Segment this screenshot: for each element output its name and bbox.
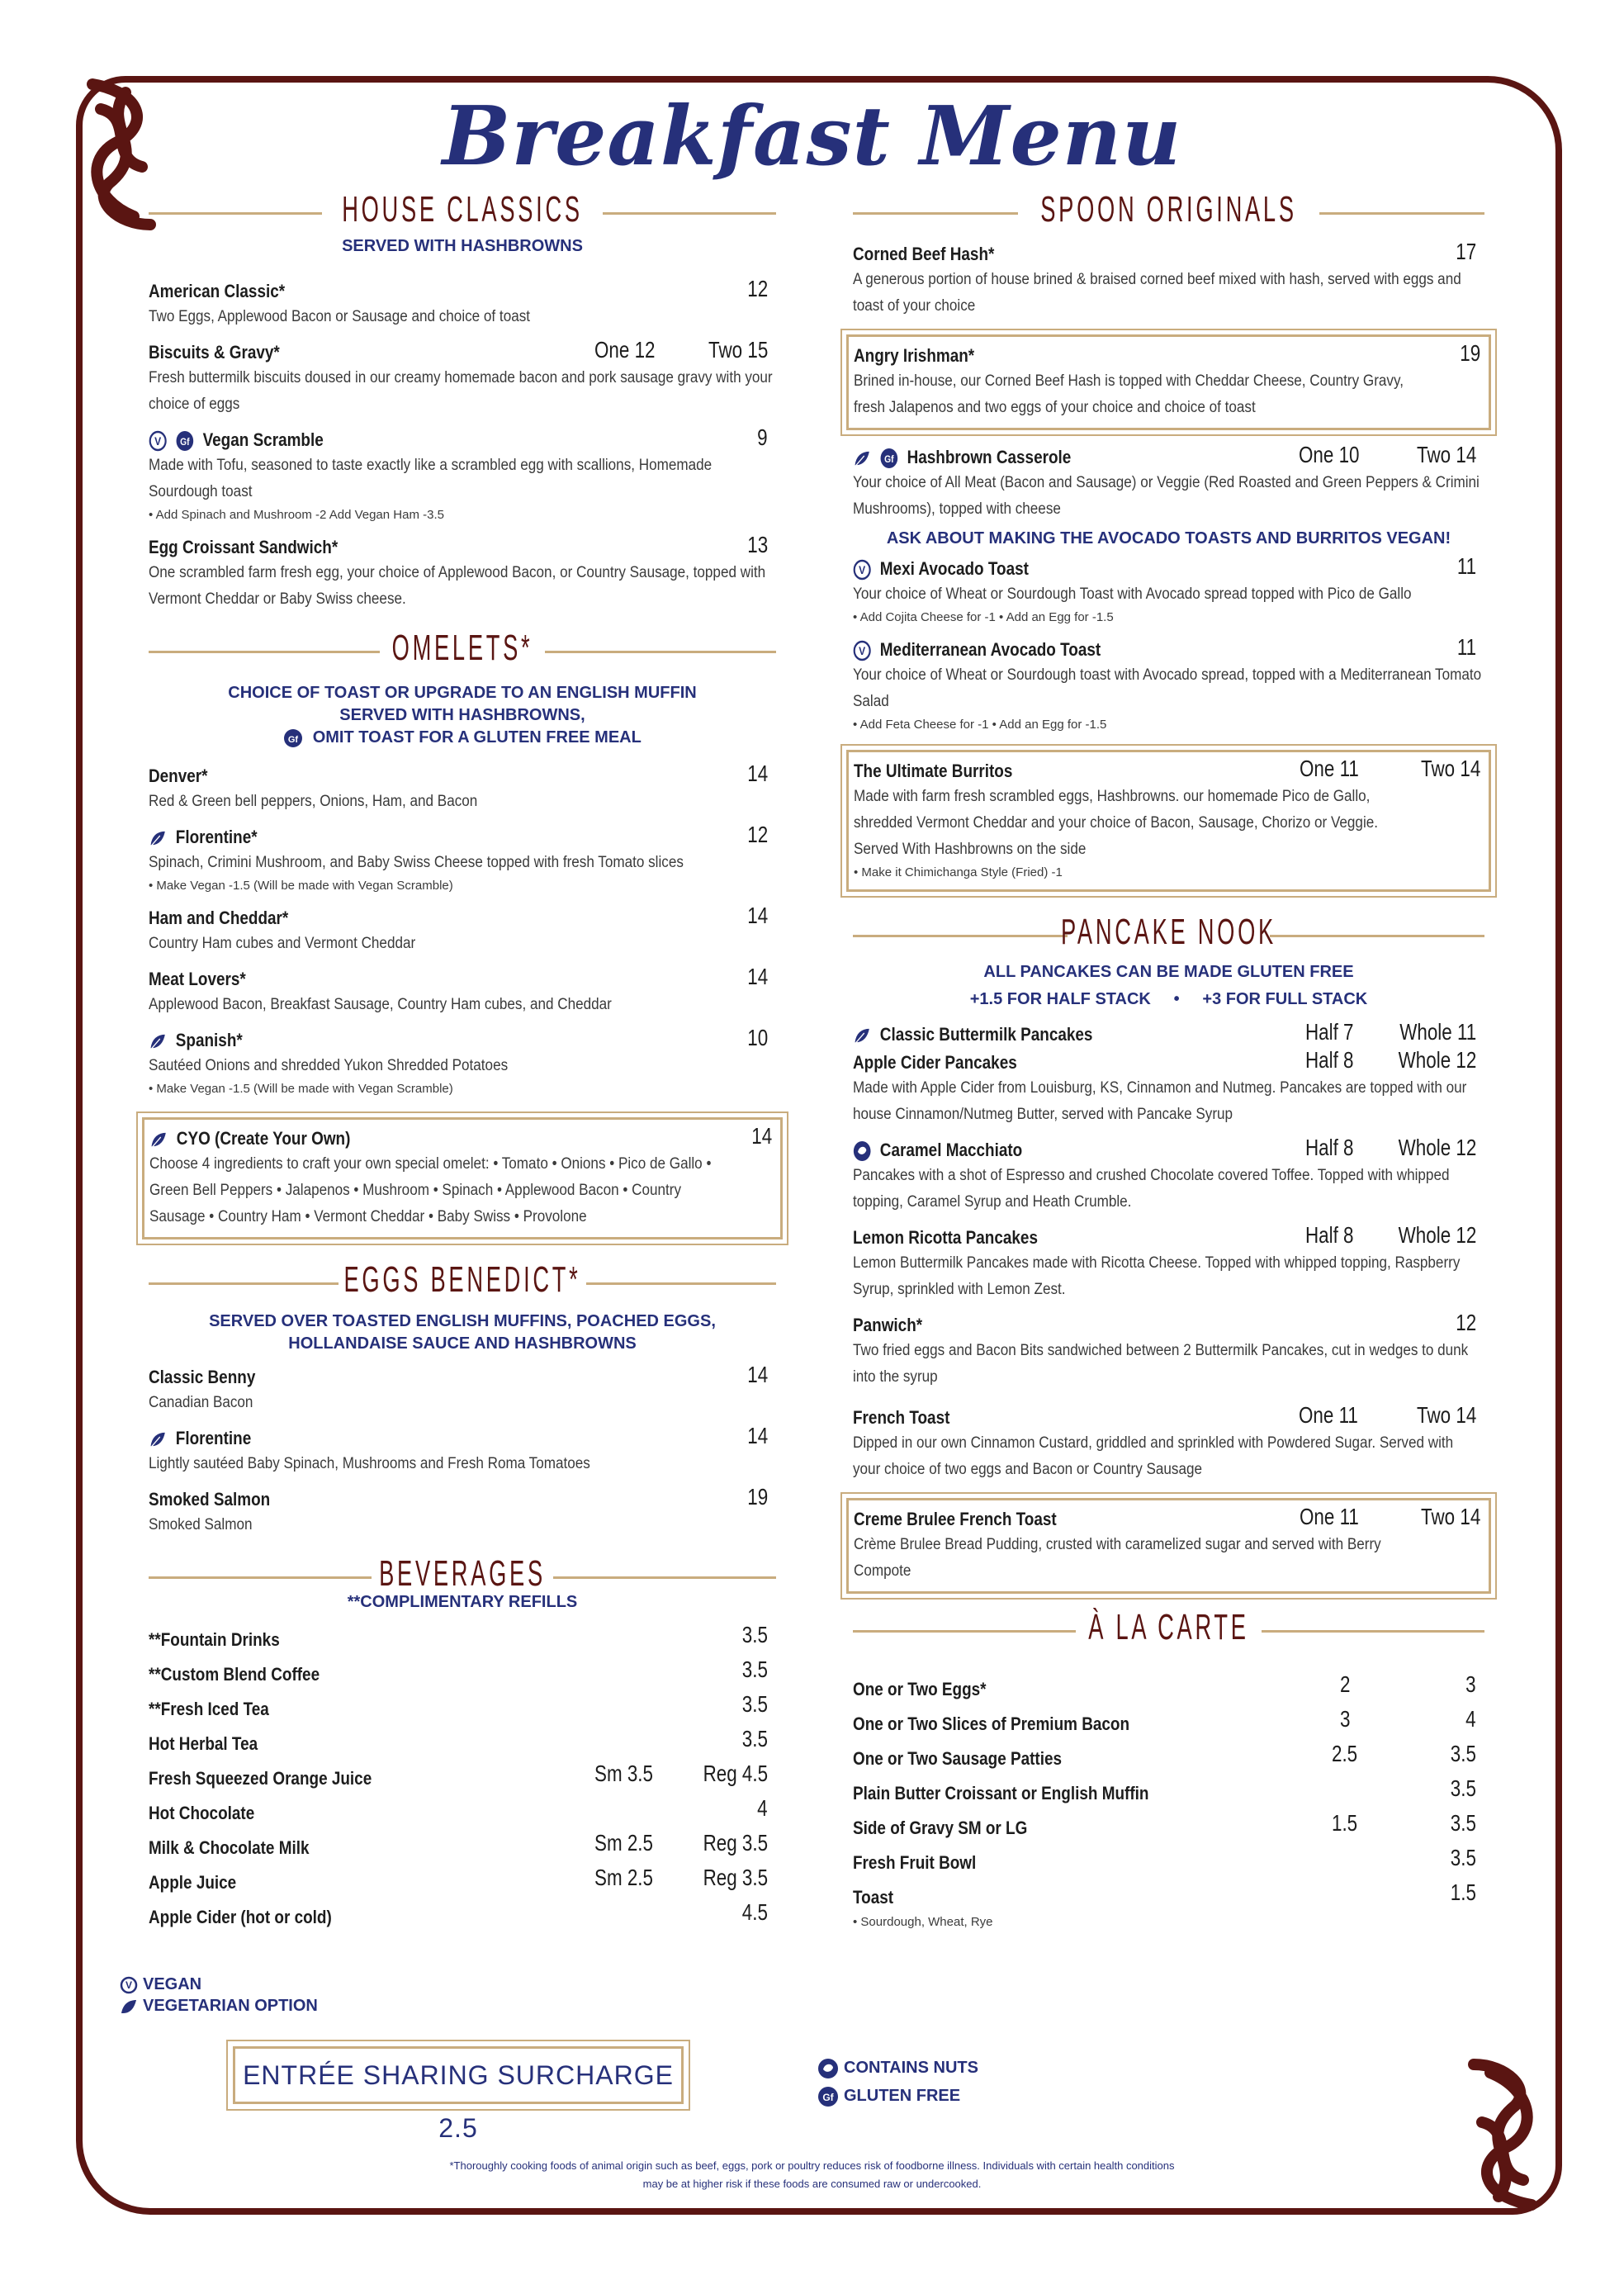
- section-heading: OMELETS*: [391, 628, 533, 668]
- toast-options: • Sourdough, Wheat, Rye: [853, 1915, 993, 1929]
- menu-item: [149, 1423, 776, 1477]
- menu-item: [149, 424, 776, 525]
- item-desc: Two Eggs, Applewood Bacon or Sausage and choice of toast: [149, 308, 531, 325]
- item-name: Toast: [853, 1887, 894, 1908]
- item-name: Mexi Avocado Toast: [879, 558, 1029, 579]
- item-desc: Brined in-house, our Corned Beef Hash is topped with Cheddar Cheese, Country Gravy, fresh Jalapenos and two eggs of your choice and choice of toast: [854, 372, 1404, 416]
- item-name: Ham and Cheddar*: [149, 908, 289, 928]
- nut-icon: [817, 2058, 839, 2079]
- item-name: Denver*: [149, 765, 208, 786]
- item-name: Plain Butter Croissant or English Muffin: [853, 1783, 1149, 1803]
- section-subtitle: [149, 727, 776, 749]
- menu-item: [853, 1019, 1484, 1047]
- item-price-one: 2.5: [1332, 1741, 1358, 1766]
- menu-item: [149, 761, 776, 815]
- carte-item: [853, 1706, 1484, 1739]
- item-name: Creme Brulee French Toast: [854, 1509, 1057, 1529]
- item-desc: Your choice of Wheat or Sourdough Toast with Avocado spread topped with Pico de Gallo: [853, 585, 1412, 603]
- item-price-one: One 11: [1300, 756, 1359, 781]
- item-price: 12: [1456, 1310, 1476, 1335]
- item-price: 4.5: [741, 1899, 768, 1925]
- item-desc: Pancakes with a shot of Espresso and crushed Chocolate covered Toffee. Topped with whipped topping, Caramel Syrup and Heath Crumble.: [853, 1167, 1450, 1211]
- item-name: Vegan Scramble: [202, 429, 324, 450]
- bev-item: [149, 1657, 776, 1690]
- left-column: [149, 178, 776, 1932]
- carte-item: [853, 1845, 1484, 1878]
- carte-item: [853, 1810, 1484, 1843]
- item-name: Classic Buttermilk Pancakes: [879, 1024, 1093, 1045]
- menu-item: [149, 1362, 776, 1416]
- item-name: One or Two Slices of Premium Bacon: [853, 1713, 1130, 1734]
- item-price: 13: [747, 532, 768, 557]
- item-price-one: 2: [1340, 1671, 1351, 1697]
- item-name: Hot Chocolate: [149, 1803, 255, 1823]
- item-desc: Applewood Bacon, Breakfast Sausage, Country Ham cubes, and Cheddar: [149, 996, 612, 1013]
- item-name: Side of Gravy SM or LG: [853, 1818, 1028, 1838]
- item-addon: • Make it Chimichanga Style (Fried) -1: [854, 865, 1063, 879]
- item-name: American Classic*: [149, 281, 286, 301]
- leaf-icon: [149, 1130, 168, 1149]
- section-a-la-carte: [853, 1607, 1484, 1653]
- item-price-two: Two 15: [708, 337, 768, 363]
- vegan-icon: [120, 1976, 138, 1994]
- menu-title: Breakfast Menu: [442, 89, 1182, 184]
- item-addon: • Add Cojita Cheese for -1 • Add an Egg for -1.5: [853, 610, 1114, 624]
- item-price-one: One 12: [594, 337, 656, 363]
- svg-text:V: V: [859, 563, 866, 577]
- bev-item: [149, 1865, 776, 1898]
- carte-item: [853, 1775, 1484, 1808]
- section-subtitle: SERVED WITH HASHBROWNS: [342, 237, 583, 255]
- item-price-two: 3.5: [1450, 1845, 1476, 1870]
- item-name: Fresh Squeezed Orange Juice: [149, 1768, 372, 1789]
- item-price-sm: Sm 2.5: [594, 1865, 653, 1890]
- item-price: 3.5: [741, 1622, 768, 1647]
- item-price: Reg 3.5: [703, 1865, 768, 1890]
- item-name: Classic Benny: [149, 1367, 256, 1387]
- menu-item: [853, 239, 1484, 320]
- svg-text:V: V: [859, 644, 866, 658]
- item-name: Spanish*: [175, 1030, 243, 1050]
- section-heading: À LA CARTE: [1088, 1607, 1249, 1647]
- section-beverages: [149, 1553, 776, 1600]
- item-name: Apple Juice: [149, 1872, 237, 1893]
- item-name: CYO (Create Your Own): [176, 1128, 351, 1149]
- legend-vegetarian-label: VEGETARIAN OPTION: [143, 1997, 318, 2015]
- leaf-icon: [853, 449, 871, 467]
- item-name: Smoked Salmon: [149, 1489, 271, 1510]
- item-price-two: 3.5: [1450, 1775, 1476, 1801]
- sharing-surcharge: ENTRÉE SHARING SURCHARGE 2.5: [233, 2046, 684, 2104]
- svg-text:Gf: Gf: [180, 437, 190, 448]
- item-desc: Dipped in our own Cinnamon Custard, griddled and sprinkled with Powdered Sugar. Served with your choice of two eggs and Bacon or Country Sausage: [853, 1434, 1454, 1478]
- item-price: 19: [747, 1484, 768, 1510]
- item-name: Panwich*: [853, 1315, 923, 1335]
- item-price: 19: [1460, 340, 1480, 366]
- item-name: Florentine*: [175, 827, 258, 847]
- item-price: 14: [751, 1123, 772, 1149]
- section-subtitle: HOLLANDAISE SAUCE AND HASHBROWNS: [288, 1334, 637, 1353]
- item-name: **Custom Blend Coffee: [149, 1664, 320, 1685]
- food-safety-footnote: [0, 2157, 1624, 2193]
- section-heading: SPOON ORIGINALS: [1040, 189, 1297, 230]
- legend-nuts-label: CONTAINS NUTS: [844, 2059, 978, 2077]
- item-price-two: Two 14: [1416, 442, 1476, 467]
- item-name: Hashbrown Casserole: [907, 447, 1072, 467]
- leaf-icon: [853, 1026, 871, 1045]
- item-name: Meat Lovers*: [149, 969, 246, 989]
- item-addon: • Add Feta Cheese for -1 • Add an Egg for -1.5: [853, 718, 1107, 732]
- legend-left: [120, 1974, 318, 2017]
- item-price-one: 1.5: [1332, 1810, 1358, 1836]
- item-price: 14: [747, 964, 768, 989]
- a-la-carte-list: [853, 1671, 1484, 1932]
- bev-item: [149, 1830, 776, 1863]
- item-desc: Sautéed Onions and shredded Yukon Shredded Potatoes: [149, 1057, 509, 1074]
- item-name: Florentine: [175, 1428, 252, 1448]
- bev-item: [149, 1761, 776, 1794]
- carte-item: [853, 1671, 1484, 1704]
- item-price-whole: Whole 11: [1399, 1019, 1476, 1045]
- item-price: 12: [747, 276, 768, 301]
- item-price-two: Two 14: [1420, 1504, 1480, 1529]
- section-subtitle: SERVED OVER TOASTED ENGLISH MUFFINS, POACHED EGGS,: [209, 1312, 716, 1330]
- item-price-sm: Sm 3.5: [594, 1761, 653, 1786]
- item-price-half: Half 8: [1305, 1135, 1354, 1160]
- section-subtitle: +1.5 FOR HALF STACK • +3 FOR FULL STACK: [969, 990, 1368, 1008]
- vegan-icon: [149, 430, 167, 452]
- svg-text:V: V: [125, 1979, 133, 1991]
- item-desc: Your choice of Wheat or Sourdough toast with Avocado spread, topped with a Mediterranean Tomato Salad: [853, 666, 1482, 710]
- section-subtitle: **COMPLIMENTARY REFILLS: [347, 1593, 578, 1611]
- item-desc: Canadian Bacon: [149, 1394, 253, 1411]
- svg-text:Gf: Gf: [822, 2091, 834, 2103]
- item-desc: Lemon Buttermilk Pancakes made with Ricotta Cheese. Topped with whipped topping, Raspberry Syrup, sprinkled with Lemon Zest.: [853, 1254, 1461, 1298]
- item-price-two: 3.5: [1450, 1810, 1476, 1836]
- item-name: **Fountain Drinks: [149, 1629, 280, 1650]
- leaf-icon: [120, 1998, 138, 2015]
- legend-right: [817, 2054, 978, 2110]
- item-name: French Toast: [853, 1407, 950, 1428]
- vegan-icon: [853, 640, 871, 661]
- item-price-half: Half 8: [1305, 1047, 1354, 1073]
- item-price: 3.5: [741, 1726, 768, 1751]
- item-price: 4: [757, 1795, 768, 1821]
- section-heading: HOUSE CLASSICS: [342, 189, 583, 230]
- carte-item: [853, 1879, 1484, 1912]
- menu-item: [853, 634, 1484, 735]
- item-name: Biscuits & Gravy*: [149, 342, 280, 363]
- beverage-list: [149, 1622, 776, 1932]
- gluten-free-icon: [283, 728, 303, 748]
- section-pancake-nook: [853, 912, 1484, 958]
- item-name: The Ultimate Burritos: [854, 761, 1013, 781]
- menu-item-cyo: [142, 1117, 783, 1239]
- item-price: 3.5: [741, 1657, 768, 1682]
- item-price-whole: Whole 12: [1398, 1047, 1476, 1073]
- item-desc: Lightly sautéed Baby Spinach, Mushrooms and Fresh Roma Tomatoes: [149, 1455, 590, 1472]
- footnote-line-1: *Thoroughly cooking foods of animal origin such as beef, eggs, pork or poultry reduces risk of foodborne illness. Individuals with certain health conditions: [449, 2159, 1175, 2172]
- menu-item: [149, 903, 776, 957]
- leaf-icon: [149, 1032, 167, 1050]
- leaf-icon: [149, 1430, 167, 1448]
- nut-icon: [853, 1140, 871, 1162]
- item-name: Corned Beef Hash*: [853, 244, 995, 264]
- item-price-two: 1.5: [1450, 1879, 1476, 1905]
- section-heading: EGGS BENEDICT*: [343, 1259, 581, 1300]
- menu-item: [853, 1222, 1484, 1303]
- menu-item-angry-irishman: [846, 334, 1491, 430]
- menu-item: [853, 1047, 1484, 1128]
- carte-item: [853, 1741, 1484, 1774]
- item-desc: Your choice of All Meat (Bacon and Sausage) or Veggie (Red Roasted and Green Peppers & Crimini Mushrooms), topped with cheese: [853, 474, 1480, 518]
- item-name: Angry Irishman*: [854, 345, 975, 366]
- item-addon: • Make Vegan -1.5 (Will be made with Vegan Scramble): [149, 879, 453, 893]
- item-price: 11: [1456, 634, 1476, 660]
- item-name: Lemon Ricotta Pancakes: [853, 1227, 1038, 1248]
- svg-text:V: V: [154, 434, 162, 448]
- right-column: [853, 178, 1484, 1932]
- bev-item: [149, 1899, 776, 1932]
- menu-item: [853, 553, 1484, 628]
- section-omelets: [149, 628, 776, 674]
- item-desc: Red & Green bell peppers, Onions, Ham, and Bacon: [149, 793, 478, 810]
- item-desc: Two fried eggs and Bacon Bits sandwiched between 2 Buttermilk Pancakes, cut in wedges to dunk into the syrup: [853, 1342, 1469, 1386]
- item-name: Apple Cider (hot or cold): [149, 1907, 332, 1927]
- item-price-whole: Whole 12: [1398, 1222, 1476, 1248]
- svg-text:Gf: Gf: [884, 454, 894, 466]
- section-house-classics: [149, 189, 776, 235]
- section-subtitle: CHOICE OF TOAST OR UPGRADE TO AN ENGLISH MUFFIN: [228, 684, 697, 702]
- item-price-half: Half 8: [1305, 1222, 1354, 1248]
- item-name: One or Two Eggs*: [853, 1679, 987, 1699]
- menu-item: [149, 822, 776, 896]
- item-price: 10: [747, 1025, 768, 1050]
- item-desc: Made with farm fresh scrambled eggs, Hashbrowns. our homemade Pico de Gallo, shredded Vermont Cheddar and your choice of Bacon, Sausage, Chorizo or Veggie. Served With Hashbrowns on the side: [854, 788, 1379, 858]
- item-name: Hot Herbal Tea: [149, 1733, 258, 1754]
- item-price-half: Half 7: [1305, 1019, 1354, 1045]
- item-desc: Choose 4 ingredients to craft your own special omelet: • Tomato • Onions • Pico de Gallo • Green Bell Peppers • Jalapenos • Mushroom • Spinach • Applewood Bacon • Country Sausage • Country Ham • Vermont Cheddar • Baby Swiss • Provolone: [149, 1155, 712, 1225]
- leaf-icon: [149, 829, 167, 847]
- item-price: 9: [757, 424, 768, 450]
- item-price-two: 3.5: [1450, 1741, 1476, 1766]
- item-name: Mediterranean Avocado Toast: [879, 639, 1101, 660]
- section-subtitle-text: OMIT TOAST FOR A GLUTEN FREE MEAL: [312, 728, 642, 746]
- avocado-vegan-note: ASK ABOUT MAKING THE AVOCADO TOASTS AND BURRITOS VEGAN!: [886, 529, 1451, 547]
- vegan-icon: [853, 559, 871, 581]
- item-name: **Fresh Iced Tea: [149, 1699, 269, 1719]
- item-price-one: One 11: [1299, 1402, 1358, 1428]
- item-desc: A generous portion of house brined & braised corned beef mixed with hash, served with eggs and toast of your choice: [853, 271, 1461, 315]
- gluten-free-icon: [817, 2086, 839, 2107]
- item-price: 14: [747, 903, 768, 928]
- item-addon: • Add Spinach and Mushroom -2 Add Vegan Ham -3.5: [149, 508, 444, 522]
- footnote-line-2: may be at higher risk if these foods are consumed raw or undercooked.: [642, 2178, 982, 2190]
- item-price-one: One 10: [1299, 442, 1360, 467]
- item-price: 14: [747, 1362, 768, 1387]
- menu-item: [149, 337, 776, 418]
- menu-item-creme-brulee: [846, 1498, 1491, 1594]
- legend-vegan-label: VEGAN: [143, 1975, 202, 1993]
- menu-item: [853, 1402, 1484, 1483]
- svg-text:Gf: Gf: [288, 734, 299, 745]
- item-name: Fresh Fruit Bowl: [853, 1852, 977, 1873]
- item-desc: Spinach, Crimini Mushroom, and Baby Swiss Cheese topped with fresh Tomato slices: [149, 854, 684, 871]
- item-price-one: One 11: [1300, 1504, 1359, 1529]
- item-price-two: 4: [1465, 1706, 1476, 1732]
- item-name: Caramel Macchiato: [879, 1140, 1023, 1160]
- bev-item: [149, 1622, 776, 1655]
- menu-item: [149, 532, 776, 613]
- section-subtitle: SERVED WITH HASHBROWNS,: [339, 706, 585, 724]
- bev-item: [149, 1726, 776, 1759]
- item-price: 14: [747, 1423, 768, 1448]
- menu-item-burrito: [846, 750, 1491, 892]
- item-price-two: Two 14: [1420, 756, 1480, 781]
- item-price: 11: [1456, 553, 1476, 579]
- item-price: Reg 3.5: [703, 1830, 768, 1856]
- item-price-whole: Whole 12: [1398, 1135, 1476, 1160]
- item-price: 12: [747, 822, 768, 847]
- item-price-one: 3: [1340, 1706, 1351, 1732]
- item-price-two: 3: [1465, 1671, 1476, 1697]
- menu-item: [853, 1135, 1484, 1216]
- section-spoon-originals: [853, 189, 1484, 235]
- menu-item: [149, 964, 776, 1018]
- item-desc: Smoked Salmon: [149, 1516, 253, 1533]
- menu-item: [149, 1484, 776, 1538]
- item-name: Egg Croissant Sandwich*: [149, 537, 339, 557]
- gluten-free-icon: [176, 430, 194, 452]
- section-heading: BEVERAGES: [379, 1553, 546, 1594]
- item-addon: • Make Vegan -1.5 (Will be made with Vegan Scramble): [149, 1082, 453, 1096]
- menu-item: [853, 1310, 1484, 1391]
- item-desc: Crème Brulee Bread Pudding, crusted with caramelized sugar and served with Berry Compote: [854, 1536, 1381, 1580]
- item-desc: Fresh buttermilk biscuits doused in our creamy homemade bacon and pork sausage gravy with your choice of eggs: [149, 369, 773, 413]
- item-price: 3.5: [741, 1691, 768, 1717]
- section-eggs-benedict: [149, 1259, 776, 1306]
- bev-item: [149, 1691, 776, 1724]
- item-desc: Made with Apple Cider from Louisburg, KS, Cinnamon and Nutmeg. Pancakes are topped with our house Cinnamon/Nutmeg Butter, served with Pancake Syrup: [853, 1079, 1467, 1123]
- item-price-sm: Sm 2.5: [594, 1830, 653, 1856]
- item-name: Milk & Chocolate Milk: [149, 1837, 310, 1858]
- menu-item: [853, 442, 1484, 523]
- legend-gf-label: GLUTEN FREE: [844, 2087, 961, 2105]
- item-desc: Made with Tofu, seasoned to taste exactly like a scrambled egg with scallions, Homemade Sourdough toast: [149, 457, 713, 500]
- item-name: Apple Cider Pancakes: [853, 1052, 1017, 1073]
- item-desc: One scrambled farm fresh egg, your choice of Applewood Bacon, or Country Sausage, topped with Vermont Cheddar or Baby Swiss cheese.: [149, 564, 766, 608]
- gluten-free-icon: [880, 448, 898, 469]
- section-subtitle: ALL PANCAKES CAN BE MADE GLUTEN FREE: [983, 963, 1354, 981]
- item-price: Reg 4.5: [703, 1761, 768, 1786]
- item-price: 14: [747, 761, 768, 786]
- item-price: 17: [1456, 239, 1476, 264]
- menu-item: [149, 276, 776, 330]
- section-heading: PANCAKE NOOK: [1061, 912, 1276, 952]
- item-name: One or Two Sausage Patties: [853, 1748, 1063, 1769]
- menu-item: [149, 1025, 776, 1099]
- bev-item: [149, 1795, 776, 1828]
- item-price-two: Two 14: [1416, 1402, 1476, 1428]
- item-desc: Country Ham cubes and Vermont Cheddar: [149, 935, 416, 952]
